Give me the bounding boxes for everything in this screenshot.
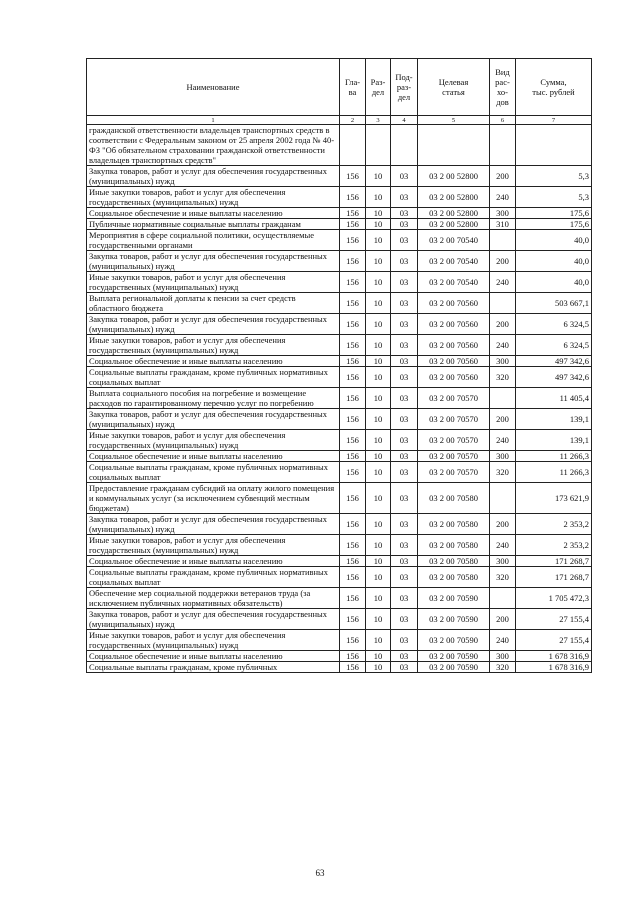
row-name-cell: Закупка товаров, работ и услуг для обеспечения государственных (муниципальных) нужд	[87, 409, 340, 430]
row-subsection-cell: 03	[391, 514, 418, 535]
row-subsection-cell: 03	[391, 251, 418, 272]
row-section-cell: 10	[366, 230, 391, 251]
row-sum-cell: 1 678 316,9	[516, 662, 592, 673]
row-name-cell: Предоставление гражданам субсидий на оплату жилого помещения и коммунальных услуг (за исключением субвенций местным бюджетам)	[87, 483, 340, 514]
row-subsection-cell: 03	[391, 630, 418, 651]
row-name-cell: Социальное обеспечение и иные выплаты населению	[87, 451, 340, 462]
row-sum-cell: 497 342,6	[516, 367, 592, 388]
row-target-cell: 03 2 00 70570	[418, 409, 490, 430]
row-section-cell: 10	[366, 335, 391, 356]
row-subsection-cell: 03	[391, 430, 418, 451]
row-expense-cell	[490, 588, 516, 609]
row-section-cell: 10	[366, 567, 391, 588]
row-target-cell: 03 2 00 70560	[418, 293, 490, 314]
row-expense-cell: 240	[490, 335, 516, 356]
row-subsection-cell: 03	[391, 293, 418, 314]
row-target-cell: 03 2 00 70560	[418, 335, 490, 356]
row-section-cell: 10	[366, 367, 391, 388]
table-row	[87, 335, 592, 356]
row-expense-cell	[490, 293, 516, 314]
row-expense-cell: 240	[490, 187, 516, 208]
row-name-cell: Иные закупки товаров, работ и услуг для обеспечения государственных (муниципальных) нужд	[87, 630, 340, 651]
row-chapter-cell: 156	[340, 630, 366, 651]
row-subsection-cell: 03	[391, 567, 418, 588]
row-chapter-cell: 156	[340, 556, 366, 567]
row-sum-cell	[516, 125, 592, 166]
column-number: 2	[340, 116, 366, 125]
row-section-cell: 10	[366, 219, 391, 230]
row-expense-cell	[490, 125, 516, 166]
row-section-cell: 10	[366, 430, 391, 451]
row-name-cell: Социальное обеспечение и иные выплаты населению	[87, 208, 340, 219]
row-expense-cell: 200	[490, 514, 516, 535]
row-subsection-cell: 03	[391, 462, 418, 483]
row-subsection-cell: 03	[391, 662, 418, 673]
row-section-cell: 10	[366, 483, 391, 514]
column-number-row	[87, 116, 592, 125]
row-sum-cell: 173 621,9	[516, 483, 592, 514]
row-target-cell: 03 2 00 70580	[418, 535, 490, 556]
row-target-cell: 03 2 00 70540	[418, 251, 490, 272]
column-number: 5	[418, 116, 490, 125]
row-target-cell	[418, 125, 490, 166]
table-row	[87, 187, 592, 208]
row-expense-cell: 300	[490, 356, 516, 367]
row-subsection-cell: 03	[391, 166, 418, 187]
table-row	[87, 651, 592, 662]
table-row	[87, 409, 592, 430]
row-chapter-cell: 156	[340, 662, 366, 673]
row-subsection-cell: 03	[391, 187, 418, 208]
header-section: Раз- дел	[366, 59, 391, 116]
budget-table	[86, 58, 592, 673]
row-subsection-cell: 03	[391, 535, 418, 556]
header-sum: Сумма, тыс. рублей	[516, 59, 592, 116]
row-sum-cell: 139,1	[516, 430, 592, 451]
row-target-cell: 03 2 00 70590	[418, 630, 490, 651]
row-chapter-cell: 156	[340, 208, 366, 219]
row-target-cell: 03 2 00 70560	[418, 314, 490, 335]
row-target-cell: 03 2 00 70590	[418, 609, 490, 630]
row-expense-cell: 300	[490, 208, 516, 219]
row-chapter-cell: 156	[340, 272, 366, 293]
row-chapter-cell: 156	[340, 367, 366, 388]
row-target-cell: 03 2 00 70540	[418, 230, 490, 251]
row-sum-cell: 1 678 316,9	[516, 651, 592, 662]
row-subsection-cell: 03	[391, 208, 418, 219]
table-row	[87, 293, 592, 314]
row-name-cell: Иные закупки товаров, работ и услуг для обеспечения государственных (муниципальных) нужд	[87, 335, 340, 356]
row-expense-cell: 240	[490, 272, 516, 293]
row-expense-cell	[490, 230, 516, 251]
row-sum-cell: 171 268,7	[516, 567, 592, 588]
row-chapter-cell: 156	[340, 293, 366, 314]
row-chapter-cell: 156	[340, 230, 366, 251]
row-name-cell: Публичные нормативные социальные выплаты гражданам	[87, 219, 340, 230]
row-name-cell: Закупка товаров, работ и услуг для обеспечения государственных (муниципальных) нужд	[87, 166, 340, 187]
header-expense-type: Вид рас- хо- дов	[490, 59, 516, 116]
row-target-cell: 03 2 00 70580	[418, 567, 490, 588]
row-name-cell: гражданской ответственности владельцев транспортных средств в соответствии с Федеральным законом от 25 апреля 2002 года № 40-ФЗ "Об обязательном страховании гражданской ответственности владельцев транспортных средств"	[87, 125, 340, 166]
row-sum-cell: 175,6	[516, 208, 592, 219]
row-chapter-cell: 156	[340, 567, 366, 588]
row-sum-cell: 6 324,5	[516, 335, 592, 356]
table-row	[87, 483, 592, 514]
header-name: Наименование	[87, 59, 340, 116]
row-sum-cell: 6 324,5	[516, 314, 592, 335]
row-sum-cell: 139,1	[516, 409, 592, 430]
row-chapter-cell: 156	[340, 335, 366, 356]
header-chapter: Гла- ва	[340, 59, 366, 116]
row-name-cell: Обеспечение мер социальной поддержки ветеранов труда (за исключением публичных нормативных обязательств)	[87, 588, 340, 609]
row-expense-cell: 200	[490, 314, 516, 335]
row-sum-cell: 11 266,3	[516, 462, 592, 483]
column-number: 3	[366, 116, 391, 125]
row-section-cell: 10	[366, 314, 391, 335]
row-expense-cell	[490, 483, 516, 514]
table-row	[87, 251, 592, 272]
row-chapter-cell: 156	[340, 609, 366, 630]
row-subsection-cell	[391, 125, 418, 166]
row-sum-cell: 5,3	[516, 187, 592, 208]
row-name-cell: Иные закупки товаров, работ и услуг для обеспечения государственных (муниципальных) нужд	[87, 187, 340, 208]
row-expense-cell: 200	[490, 251, 516, 272]
row-subsection-cell: 03	[391, 367, 418, 388]
row-sum-cell: 2 353,2	[516, 514, 592, 535]
row-sum-cell: 171 268,7	[516, 556, 592, 567]
row-sum-cell: 27 155,4	[516, 630, 592, 651]
table-row	[87, 430, 592, 451]
row-subsection-cell: 03	[391, 219, 418, 230]
table-row	[87, 125, 592, 166]
row-section-cell: 10	[366, 409, 391, 430]
row-target-cell: 03 2 00 52800	[418, 187, 490, 208]
row-expense-cell: 200	[490, 409, 516, 430]
row-chapter-cell	[340, 125, 366, 166]
row-subsection-cell: 03	[391, 335, 418, 356]
row-chapter-cell: 156	[340, 314, 366, 335]
row-section-cell: 10	[366, 535, 391, 556]
table-row	[87, 451, 592, 462]
row-name-cell: Закупка товаров, работ и услуг для обеспечения государственных (муниципальных) нужд	[87, 251, 340, 272]
row-target-cell: 03 2 00 70580	[418, 483, 490, 514]
row-chapter-cell: 156	[340, 651, 366, 662]
row-expense-cell: 300	[490, 451, 516, 462]
row-subsection-cell: 03	[391, 314, 418, 335]
row-subsection-cell: 03	[391, 409, 418, 430]
row-chapter-cell: 156	[340, 219, 366, 230]
row-section-cell: 10	[366, 187, 391, 208]
row-expense-cell: 320	[490, 662, 516, 673]
row-section-cell: 10	[366, 251, 391, 272]
row-target-cell: 03 2 00 70590	[418, 651, 490, 662]
row-expense-cell: 240	[490, 430, 516, 451]
row-sum-cell: 1 705 472,3	[516, 588, 592, 609]
row-target-cell: 03 2 00 70540	[418, 272, 490, 293]
row-expense-cell: 240	[490, 535, 516, 556]
row-name-cell: Закупка товаров, работ и услуг для обеспечения государственных (муниципальных) нужд	[87, 609, 340, 630]
row-chapter-cell: 156	[340, 588, 366, 609]
row-name-cell: Социальные выплаты гражданам, кроме публичных нормативных социальных выплат	[87, 567, 340, 588]
table-row	[87, 314, 592, 335]
row-section-cell: 10	[366, 662, 391, 673]
row-section-cell	[366, 125, 391, 166]
row-name-cell: Социальное обеспечение и иные выплаты населению	[87, 556, 340, 567]
row-subsection-cell: 03	[391, 230, 418, 251]
column-number: 7	[516, 116, 592, 125]
table-body	[87, 125, 592, 673]
page-number: 63	[315, 868, 325, 878]
row-sum-cell: 27 155,4	[516, 609, 592, 630]
row-subsection-cell: 03	[391, 356, 418, 367]
row-sum-cell: 497 342,6	[516, 356, 592, 367]
row-sum-cell: 40,0	[516, 230, 592, 251]
row-chapter-cell: 156	[340, 514, 366, 535]
table-row	[87, 514, 592, 535]
row-name-cell: Иные закупки товаров, работ и услуг для обеспечения государственных (муниципальных) нужд	[87, 430, 340, 451]
row-expense-cell: 200	[490, 609, 516, 630]
row-name-cell: Социальные выплаты гражданам, кроме публичных нормативных социальных выплат	[87, 367, 340, 388]
row-target-cell: 03 2 00 70570	[418, 430, 490, 451]
row-target-cell: 03 2 00 52800	[418, 166, 490, 187]
header-row	[87, 59, 592, 116]
row-subsection-cell: 03	[391, 651, 418, 662]
row-section-cell: 10	[366, 166, 391, 187]
table-row	[87, 588, 592, 609]
row-subsection-cell: 03	[391, 556, 418, 567]
column-number: 1	[87, 116, 340, 125]
table-row	[87, 208, 592, 219]
row-section-cell: 10	[366, 388, 391, 409]
row-chapter-cell: 156	[340, 187, 366, 208]
row-expense-cell	[490, 388, 516, 409]
row-section-cell: 10	[366, 651, 391, 662]
row-name-cell: Социальное обеспечение и иные выплаты населению	[87, 356, 340, 367]
row-section-cell: 10	[366, 272, 391, 293]
table-row	[87, 272, 592, 293]
table-row	[87, 356, 592, 367]
row-sum-cell: 2 353,2	[516, 535, 592, 556]
row-section-cell: 10	[366, 630, 391, 651]
row-chapter-cell: 156	[340, 388, 366, 409]
row-sum-cell: 5,3	[516, 166, 592, 187]
table-row	[87, 609, 592, 630]
row-section-cell: 10	[366, 514, 391, 535]
table-row	[87, 535, 592, 556]
row-name-cell: Закупка товаров, работ и услуг для обеспечения государственных (муниципальных) нужд	[87, 314, 340, 335]
row-expense-cell: 310	[490, 219, 516, 230]
row-target-cell: 03 2 00 70560	[418, 356, 490, 367]
row-expense-cell: 320	[490, 367, 516, 388]
row-target-cell: 03 2 00 70580	[418, 514, 490, 535]
table-row	[87, 219, 592, 230]
row-subsection-cell: 03	[391, 451, 418, 462]
table-row	[87, 230, 592, 251]
row-subsection-cell: 03	[391, 483, 418, 514]
row-expense-cell: 200	[490, 166, 516, 187]
row-chapter-cell: 156	[340, 483, 366, 514]
table-row	[87, 556, 592, 567]
column-number: 4	[391, 116, 418, 125]
row-expense-cell: 300	[490, 556, 516, 567]
row-name-cell: Иные закупки товаров, работ и услуг для обеспечения государственных (муниципальных) нужд	[87, 535, 340, 556]
row-chapter-cell: 156	[340, 462, 366, 483]
row-subsection-cell: 03	[391, 588, 418, 609]
row-target-cell: 03 2 00 52800	[418, 208, 490, 219]
row-chapter-cell: 156	[340, 251, 366, 272]
row-name-cell: Выплата социального пособия на погребение и возмещение расходов по гарантированному перечню услуг по погребению	[87, 388, 340, 409]
header-subsection: Под- раз- дел	[391, 59, 418, 116]
row-sum-cell: 503 667,1	[516, 293, 592, 314]
row-subsection-cell: 03	[391, 388, 418, 409]
row-chapter-cell: 156	[340, 430, 366, 451]
row-target-cell: 03 2 00 70570	[418, 462, 490, 483]
table-row	[87, 462, 592, 483]
table-row	[87, 630, 592, 651]
row-name-cell: Иные закупки товаров, работ и услуг для обеспечения государственных (муниципальных) нужд	[87, 272, 340, 293]
table-row	[87, 166, 592, 187]
row-target-cell: 03 2 00 52800	[418, 219, 490, 230]
row-target-cell: 03 2 00 70580	[418, 556, 490, 567]
row-section-cell: 10	[366, 588, 391, 609]
row-expense-cell: 320	[490, 567, 516, 588]
header-target: Целевая статья	[418, 59, 490, 116]
row-name-cell: Социальные выплаты гражданам, кроме публичных	[87, 662, 340, 673]
table-row	[87, 388, 592, 409]
row-name-cell: Социальное обеспечение и иные выплаты населению	[87, 651, 340, 662]
row-section-cell: 10	[366, 556, 391, 567]
row-name-cell: Закупка товаров, работ и услуг для обеспечения государственных (муниципальных) нужд	[87, 514, 340, 535]
row-target-cell: 03 2 00 70570	[418, 451, 490, 462]
row-subsection-cell: 03	[391, 272, 418, 293]
row-sum-cell: 11 266,3	[516, 451, 592, 462]
table-row	[87, 662, 592, 673]
row-target-cell: 03 2 00 70570	[418, 388, 490, 409]
row-sum-cell: 175,6	[516, 219, 592, 230]
row-section-cell: 10	[366, 293, 391, 314]
row-chapter-cell: 156	[340, 451, 366, 462]
row-target-cell: 03 2 00 70590	[418, 588, 490, 609]
table-row	[87, 367, 592, 388]
row-section-cell: 10	[366, 609, 391, 630]
row-subsection-cell: 03	[391, 609, 418, 630]
row-expense-cell: 240	[490, 630, 516, 651]
column-number: 6	[490, 116, 516, 125]
row-chapter-cell: 156	[340, 409, 366, 430]
row-sum-cell: 11 405,4	[516, 388, 592, 409]
row-target-cell: 03 2 00 70560	[418, 367, 490, 388]
row-name-cell: Мероприятия в сфере социальной политики, осуществляемые государственными органами	[87, 230, 340, 251]
row-section-cell: 10	[366, 356, 391, 367]
row-section-cell: 10	[366, 208, 391, 219]
row-target-cell: 03 2 00 70590	[418, 662, 490, 673]
row-expense-cell: 320	[490, 462, 516, 483]
row-chapter-cell: 156	[340, 356, 366, 367]
row-section-cell: 10	[366, 462, 391, 483]
table-row	[87, 567, 592, 588]
row-sum-cell: 40,0	[516, 272, 592, 293]
row-chapter-cell: 156	[340, 535, 366, 556]
row-expense-cell: 300	[490, 651, 516, 662]
row-chapter-cell: 156	[340, 166, 366, 187]
row-name-cell: Выплата региональной доплаты к пенсии за счет средств областного бюджета	[87, 293, 340, 314]
row-section-cell: 10	[366, 451, 391, 462]
row-sum-cell: 40,0	[516, 251, 592, 272]
row-name-cell: Социальные выплаты гражданам, кроме публичных нормативных социальных выплат	[87, 462, 340, 483]
